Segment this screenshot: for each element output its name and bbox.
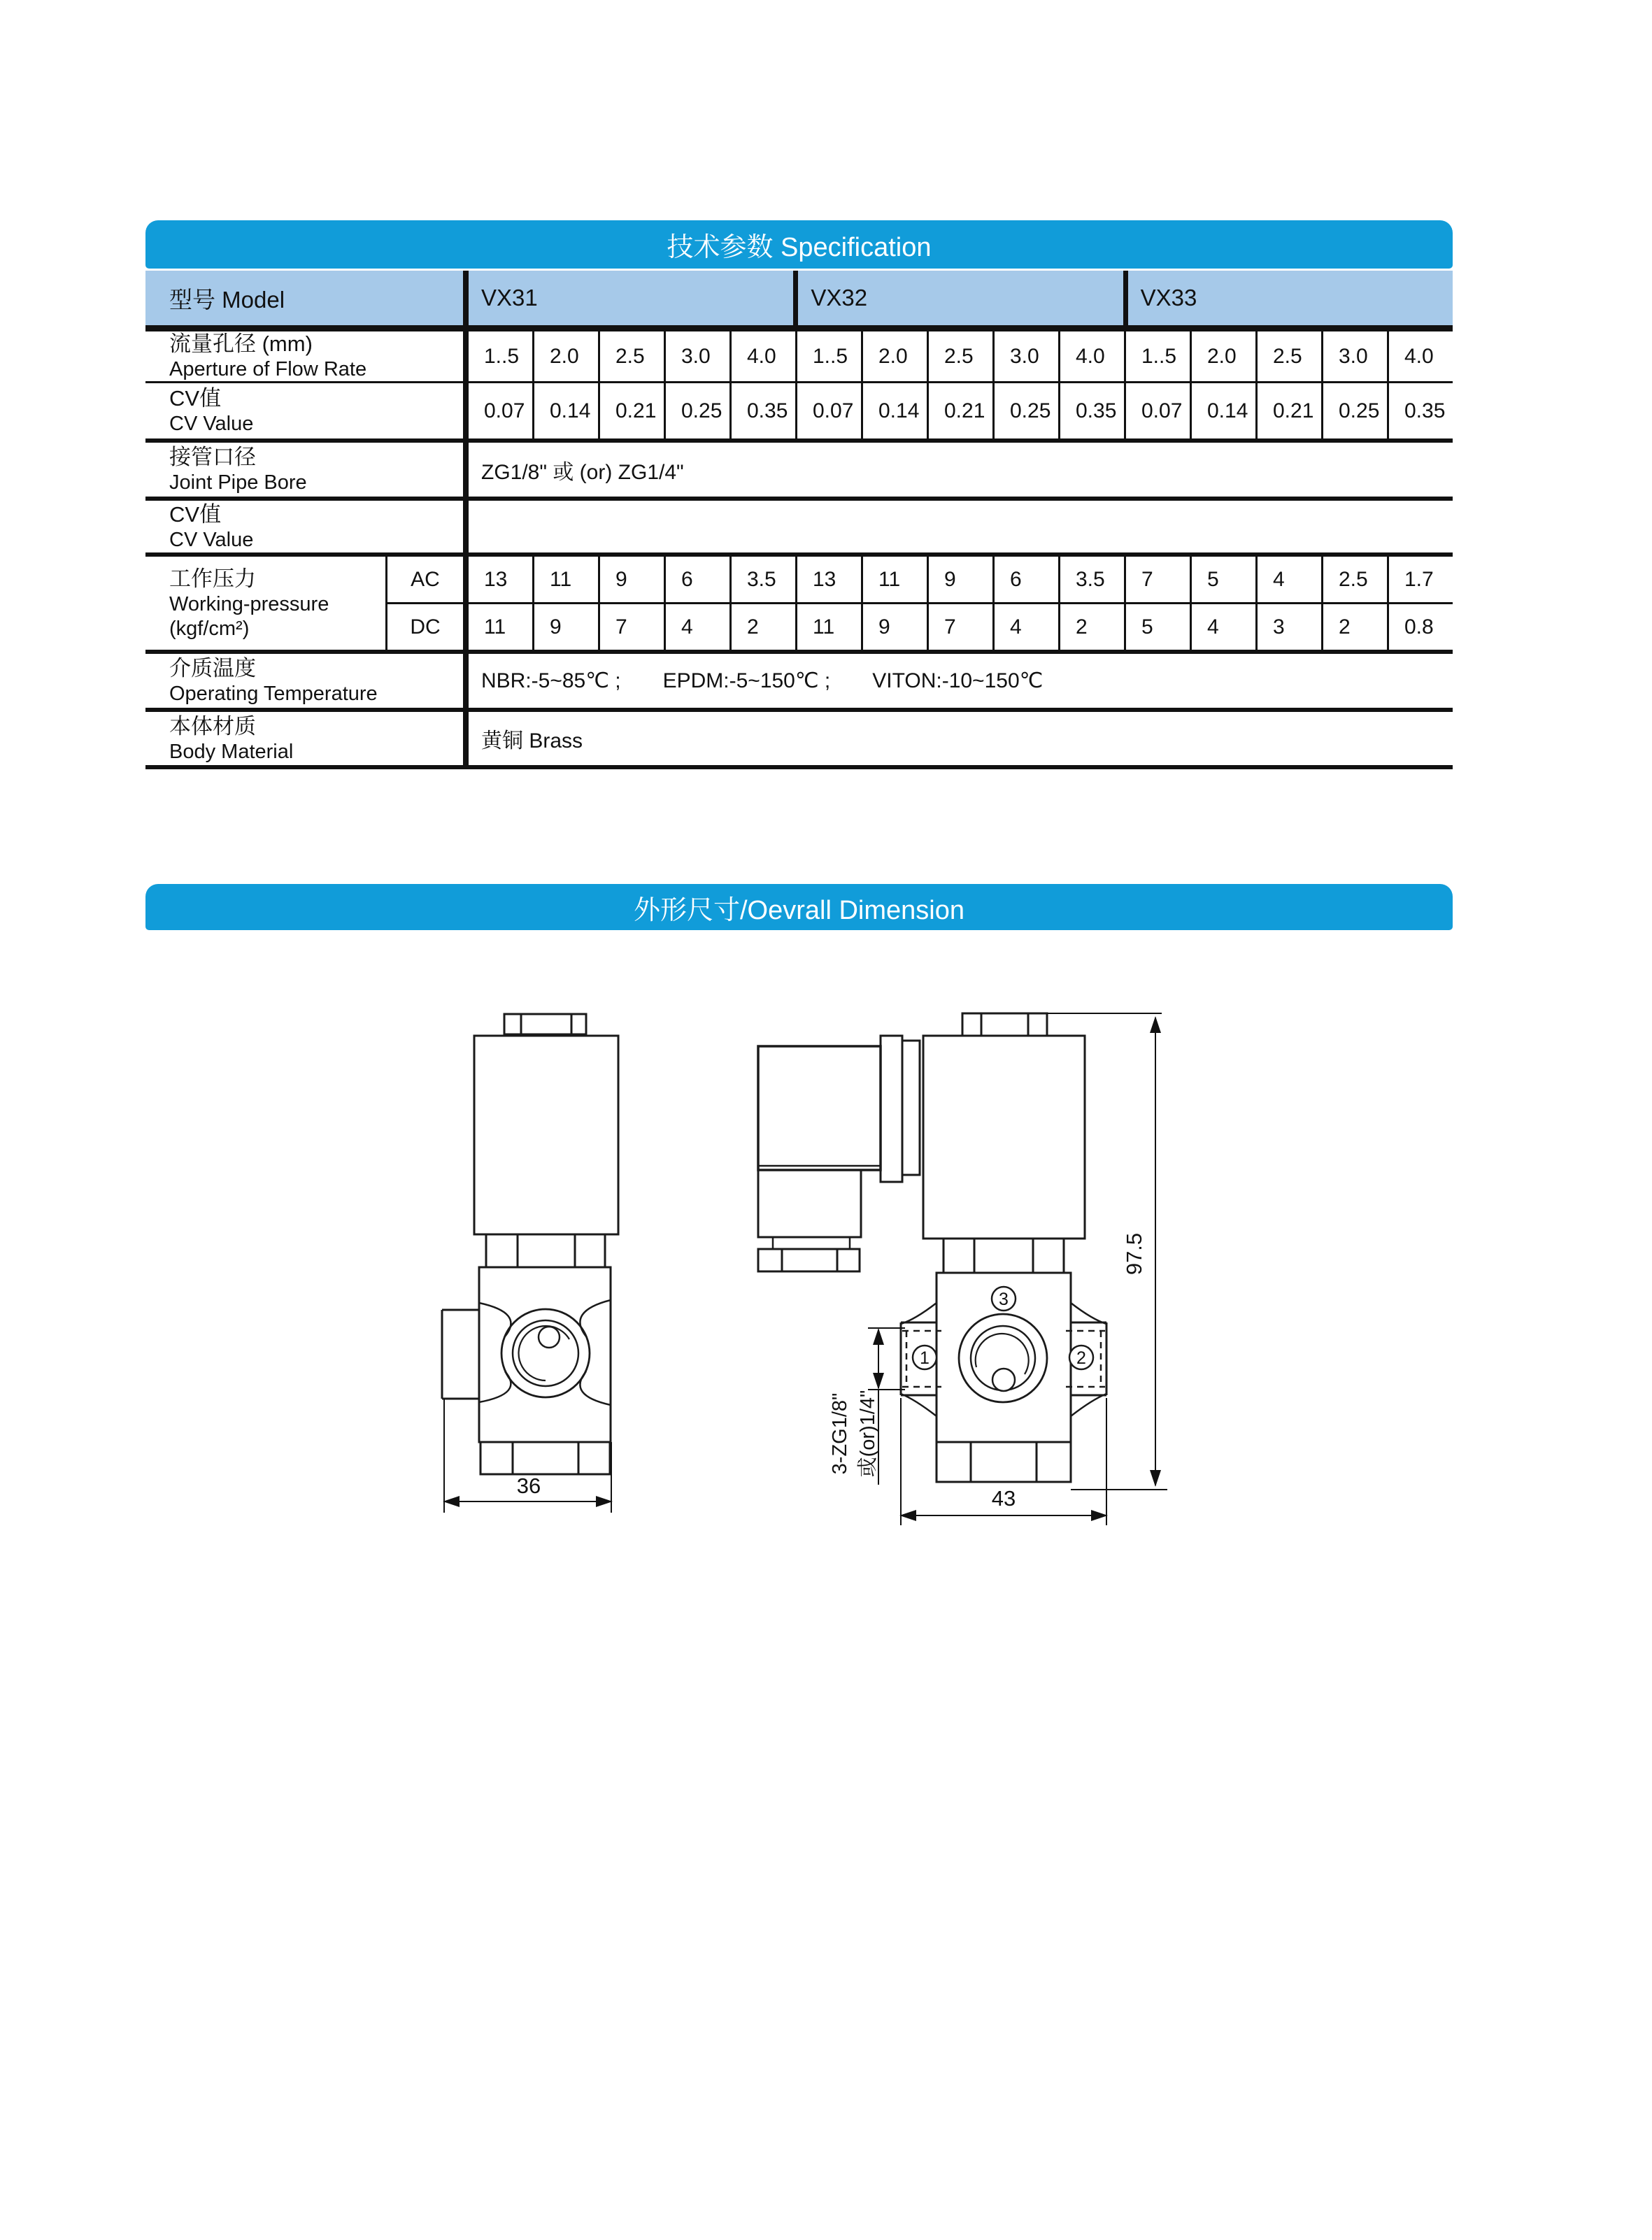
spec-banner-title: 技术参数 Specification	[667, 233, 932, 262]
material-value: 黄铜 Brass	[463, 712, 1453, 765]
thread-label-line1: 3-ZG1/8"	[829, 1392, 851, 1475]
temperature-label: 介质温度 Operating Temperature	[169, 656, 378, 705]
cv-empty-value	[463, 501, 1453, 552]
ac-label: AC	[385, 557, 463, 602]
dimension-banner-title: 外形尺寸/Oevrall Dimension	[634, 895, 964, 925]
model-header-label: 型号 Model	[169, 286, 285, 313]
model-vx31: VX31	[481, 285, 538, 311]
valve-side-view-drawing	[758, 1013, 1106, 1482]
model-groups	[463, 271, 1453, 325]
temperature-row	[145, 654, 1453, 708]
temperature-values	[463, 654, 1453, 708]
model-vx33: VX33	[1123, 271, 1453, 325]
port1-number: 1	[920, 1348, 930, 1368]
aperture-row	[145, 331, 1453, 381]
side-width-dim-text: 43	[991, 1486, 1016, 1511]
cv-values: 0.07 0.14 0.21 0.25 0.35 0.07 0.14 0.21 0.25 0.35 0.07 0.14 0.21 0.25 0.35	[463, 383, 1453, 438]
model-header-row	[145, 271, 1453, 325]
material-row	[145, 712, 1453, 765]
port-callouts	[913, 1287, 1093, 1369]
temp-nbr: NBR:-5~85℃ ;	[481, 669, 621, 692]
model-vx32: VX32	[793, 271, 1123, 325]
joint-label: 接管口径 Joint Pipe Bore	[169, 445, 307, 494]
pressure-dc-row	[385, 604, 1453, 650]
dc-label: DC	[385, 604, 463, 650]
ac-values: 13 11 9 6 3.5 13 11 9 6 3.5 7 5 4 2.5 1.7	[463, 557, 1453, 602]
dimension-drawings	[392, 976, 1231, 1549]
side-height-dim-text: 97.5	[1122, 1232, 1146, 1276]
separator	[145, 765, 1453, 769]
aperture-label: 流量孔径 (mm) Aperture of Flow Rate	[169, 331, 367, 380]
pressure-block	[145, 557, 1453, 650]
cv-empty-row	[145, 501, 1453, 552]
spec-banner	[145, 220, 1453, 269]
joint-value: ZG1/8" 或 (or) ZG1/4"	[463, 443, 1453, 497]
temp-viton: VITON:-10~150℃	[872, 669, 1044, 692]
pressure-label: 工作压力 Working-pressure (kgf/cm²)	[169, 566, 329, 640]
pressure-ac-row	[385, 557, 1453, 602]
aperture-values: 1..5 2.0 2.5 3.0 4.0 1..5 2.0 2.5 3.0 4.0 1..5 2.0 2.5 3.0 4.0	[463, 331, 1453, 381]
pressure-values	[385, 557, 1453, 650]
front-width-dim-text: 36	[516, 1474, 541, 1498]
joint-row	[145, 443, 1453, 497]
thread-label-line2: 或(or)1/4"	[857, 1390, 879, 1478]
cv-label: CV值 CV Value	[169, 386, 254, 435]
cv-row	[145, 383, 1453, 438]
dimension-banner	[145, 884, 1453, 930]
temp-epdm: EPDM:-5~150℃ ;	[662, 669, 831, 692]
dc-values: 11 9 7 4 2 11 9 7 4 2 5 4 3 2 0.8	[463, 604, 1453, 650]
port3-number: 3	[999, 1290, 1009, 1309]
spec-table	[145, 271, 1453, 769]
material-label: 本体材质 Body Material	[169, 713, 294, 763]
valve-front-view-drawing	[442, 1014, 618, 1474]
cv-empty-label: CV值 CV Value	[169, 501, 254, 551]
port2-number: 2	[1076, 1348, 1086, 1368]
